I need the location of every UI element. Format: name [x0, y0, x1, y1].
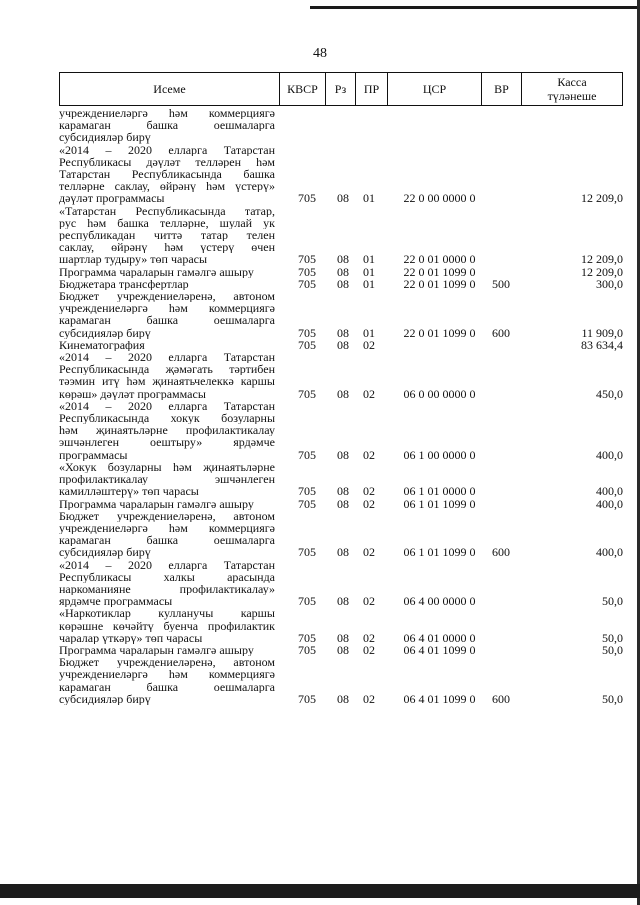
row-kvsr: 705	[298, 630, 316, 645]
table-row	[59, 607, 623, 644]
row-sum: 83 634,4	[581, 337, 623, 352]
row-rz: 08	[337, 337, 349, 352]
table-row	[59, 559, 623, 608]
row-rz: 08	[337, 191, 349, 206]
row-csr: 06 4 01 0000 0	[403, 630, 476, 645]
row-rz: 08	[337, 691, 349, 706]
row-pr: 02	[363, 594, 375, 609]
row-vr: 500	[492, 276, 510, 291]
row-rz: 08	[337, 264, 349, 279]
row-name-line: учреждениеләргә һәм коммерциягә	[59, 107, 275, 120]
row-name-line: наркоманияне профилактикалау»	[59, 582, 275, 596]
row-rz: 08	[337, 252, 349, 267]
row-sum: 50,0	[602, 691, 623, 706]
row-pr: 02	[363, 484, 375, 499]
row-csr: 06 1 01 1099 0	[403, 496, 476, 511]
table-header	[59, 72, 623, 106]
row-sum: 400,0	[596, 447, 623, 462]
row-name-line: Республикасы дәүләт телләрен һәм	[59, 155, 275, 169]
row-sum: 400,0	[596, 496, 623, 511]
bottom-scan-rule	[0, 884, 640, 898]
row-name-line: чаралар үткәрү» төп чарасы	[59, 631, 203, 644]
row-name-line: «2014 – 2020 елларга Татарстан	[59, 399, 275, 413]
row-name-line: Татарстан Республикасында башка	[59, 168, 275, 181]
table-row	[59, 144, 623, 205]
row-name-line: Бюджет учреждениеләренә, автоном	[59, 509, 275, 522]
header-pr: ПР	[356, 73, 388, 106]
row-name-line: көрәш» дәүләт программасы	[59, 387, 206, 400]
row-kvsr: 705	[298, 264, 316, 279]
row-kvsr: 705	[298, 191, 316, 206]
row-name	[59, 144, 275, 205]
row-rz: 08	[337, 642, 349, 657]
row-sum: 11 909,0	[581, 325, 623, 340]
row-name-line: учреждениеләргә һәм коммерциягә	[59, 302, 275, 315]
row-rz: 08	[337, 484, 349, 499]
row-name-line: «Хокук бозуларны һәм җинаятьләрне	[59, 460, 275, 474]
row-name-line: субсидияләр бирү	[59, 692, 151, 705]
row-name-line: карамаган башка оешмаларга	[59, 314, 275, 327]
row-rz: 08	[337, 496, 349, 511]
header-kassa	[522, 73, 623, 106]
row-name-line: Республикасында җәмәгать тәртибен	[59, 363, 275, 376]
row-csr: 06 1 00 0000 0	[403, 447, 476, 462]
row-name	[59, 339, 275, 351]
row-csr: 06 4 00 0000 0	[403, 594, 476, 609]
header-vr: ВР	[482, 73, 522, 106]
row-sum: 450,0	[596, 386, 623, 401]
row-rz: 08	[337, 447, 349, 462]
row-vr: 600	[492, 691, 510, 706]
row-pr: 01	[363, 276, 375, 291]
row-pr: 01	[363, 264, 375, 279]
row-name	[59, 400, 275, 461]
row-csr: 06 0 00 0000 0	[403, 386, 476, 401]
table-row	[59, 498, 623, 510]
table-row	[59, 278, 623, 290]
row-name	[59, 510, 275, 559]
row-kvsr: 705	[298, 276, 316, 291]
row-kvsr: 705	[298, 447, 316, 462]
row-csr: 06 1 01 1099 0	[403, 545, 476, 560]
row-rz: 08	[337, 630, 349, 645]
row-name-line: Программа чараларын гамәлгә ашыру	[59, 497, 254, 510]
row-name-line: «Наркотиклар кулланучы каршы	[59, 607, 275, 620]
row-sum: 50,0	[602, 594, 623, 609]
row-rz: 08	[337, 325, 349, 340]
table-row	[59, 339, 623, 351]
row-name	[59, 607, 275, 644]
row-name-line: тәэмин итү һәм җинаятьчелеккә каршы	[59, 375, 275, 388]
row-vr: 600	[492, 325, 510, 340]
row-name-line: «2014 – 2020 елларга Татарстан	[59, 351, 275, 364]
row-name-line: көрәшне көчәйтү буенча профилактик	[59, 619, 275, 632]
row-pr: 01	[363, 325, 375, 340]
table-row	[59, 351, 623, 400]
row-kvsr: 705	[298, 642, 316, 657]
row-name-line: профилактикалау эшчәнлеген	[59, 473, 275, 486]
table-row	[59, 205, 623, 266]
row-name-line: Бюджетара трансфертлар	[59, 277, 189, 291]
row-csr: 22 0 01 1099 0	[403, 264, 476, 279]
row-csr: 22 0 01 0000 0	[403, 252, 476, 267]
header-name: Исеме	[60, 73, 280, 106]
row-name-line: дәүләт программасы	[59, 192, 165, 205]
budget-rows	[59, 107, 623, 705]
row-kvsr: 705	[298, 386, 316, 401]
row-sum: 12 209,0	[581, 264, 623, 279]
row-name-line: Республикасында хокук бозуларны	[59, 412, 275, 425]
row-csr: 06 1 01 0000 0	[403, 484, 476, 499]
row-pr: 02	[363, 545, 375, 560]
row-name	[59, 278, 275, 290]
row-name	[59, 290, 275, 339]
row-rz: 08	[337, 594, 349, 609]
row-kvsr: 705	[298, 691, 316, 706]
table-row	[59, 644, 623, 656]
row-kvsr: 705	[298, 484, 316, 499]
row-sum: 400,0	[596, 545, 623, 560]
row-pr: 02	[363, 496, 375, 511]
row-kvsr: 705	[298, 594, 316, 609]
table-row	[59, 107, 623, 144]
row-name	[59, 205, 275, 266]
table-row	[59, 290, 623, 339]
table-row	[59, 266, 623, 278]
row-name-line: «2014 – 2020 елларга Татарстан	[59, 558, 275, 571]
row-name	[59, 656, 275, 705]
row-pr: 02	[363, 642, 375, 657]
row-pr: 02	[363, 630, 375, 645]
top-scan-rule	[310, 6, 640, 9]
row-name-line: саклау, өйрәнү һәм үстерү өчен	[59, 241, 275, 254]
row-sum: 400,0	[596, 484, 623, 499]
row-name-line: Республикасы халкы арасында	[59, 570, 275, 583]
row-name-line: карамаган башка оешмаларга	[59, 119, 275, 132]
header-kassa-line1: Касса	[557, 75, 587, 89]
row-pr: 02	[363, 337, 375, 352]
row-name-line: субсидияләр бирү	[59, 131, 151, 144]
row-name-line: шартлар тудыру» төп чарасы	[59, 253, 208, 266]
header-rz: Рз	[326, 73, 356, 106]
row-name-line: «2014 – 2020 елларга Татарстан	[59, 143, 275, 156]
row-sum: 300,0	[596, 276, 623, 291]
row-csr: 22 0 01 1099 0	[403, 325, 476, 340]
row-name-line: Программа чараларын гамәлгә ашыру	[59, 265, 254, 278]
row-kvsr: 705	[298, 252, 316, 267]
page-number: 48	[313, 46, 327, 61]
row-sum: 12 209,0	[581, 191, 623, 206]
row-name-line: республикадан читтә татар телен	[59, 229, 275, 242]
table-row	[59, 400, 623, 461]
row-name	[59, 266, 275, 278]
row-pr: 01	[363, 252, 375, 267]
table-row	[59, 510, 623, 559]
row-name-line: Кинематография	[59, 338, 145, 352]
row-name	[59, 107, 275, 144]
header-kvsr: КВСР	[280, 73, 326, 106]
header-csr: ЦСР	[388, 73, 482, 106]
row-name	[59, 351, 275, 400]
row-sum: 50,0	[602, 630, 623, 645]
row-csr: 22 0 00 0000 0	[403, 191, 476, 206]
row-name-line: Программа чараларын гамәлгә ашыру	[59, 643, 254, 657]
row-name-line: «Татарстан Республикасында татар,	[59, 204, 275, 217]
row-pr: 02	[363, 447, 375, 462]
row-rz: 08	[337, 545, 349, 560]
row-pr: 01	[363, 191, 375, 206]
row-name-line: субсидияләр бирү	[59, 546, 151, 559]
row-name-line: Бюджет учреждениеләренә, автоном	[59, 290, 275, 303]
row-name-line: һәм җинаятьләрне профилактикалау	[59, 424, 275, 437]
row-kvsr: 705	[298, 545, 316, 560]
row-name-line: эшчәнлеген оештыру» ярдәмче	[59, 436, 275, 449]
table-row	[59, 461, 623, 498]
row-pr: 02	[363, 691, 375, 706]
row-kvsr: 705	[298, 325, 316, 340]
row-name-line: учреждениеләргә һәм коммерциягә	[59, 668, 275, 681]
row-name	[59, 461, 275, 498]
row-pr: 02	[363, 386, 375, 401]
row-kvsr: 705	[298, 496, 316, 511]
row-name-line: ярдәмче программасы	[59, 595, 173, 608]
row-rz: 08	[337, 276, 349, 291]
row-name-line: телләрне саклау, өйрәнү һәм үстерү»	[59, 180, 275, 193]
row-name-line: карамаган башка оешмаларга	[59, 680, 275, 693]
row-name-line: камилләштерү» төп чарасы	[59, 485, 199, 498]
row-name	[59, 559, 275, 608]
row-sum: 50,0	[602, 642, 623, 657]
row-name-line: Бюджет учреждениеләренә, автоном	[59, 656, 275, 669]
row-name-line: рус һәм башка телләрне, шулай ук	[59, 216, 275, 230]
row-name-line: программасы	[59, 448, 128, 461]
table-row	[59, 656, 623, 705]
row-name-line: учреждениеләргә һәм коммерциягә	[59, 521, 275, 535]
row-name	[59, 498, 275, 510]
row-vr: 600	[492, 545, 510, 560]
row-csr: 06 4 01 1099 0	[403, 642, 476, 657]
row-sum: 12 209,0	[581, 252, 623, 267]
row-name-line: карамаган башка оешмаларга	[59, 534, 275, 547]
row-name-line: субсидияләр бирү	[59, 326, 151, 339]
row-csr: 22 0 01 1099 0	[403, 276, 476, 291]
row-rz: 08	[337, 386, 349, 401]
header-kassa-line2: түләнеше	[547, 89, 597, 103]
row-csr: 06 4 01 1099 0	[403, 691, 476, 706]
row-kvsr: 705	[298, 337, 316, 352]
row-name	[59, 644, 275, 656]
